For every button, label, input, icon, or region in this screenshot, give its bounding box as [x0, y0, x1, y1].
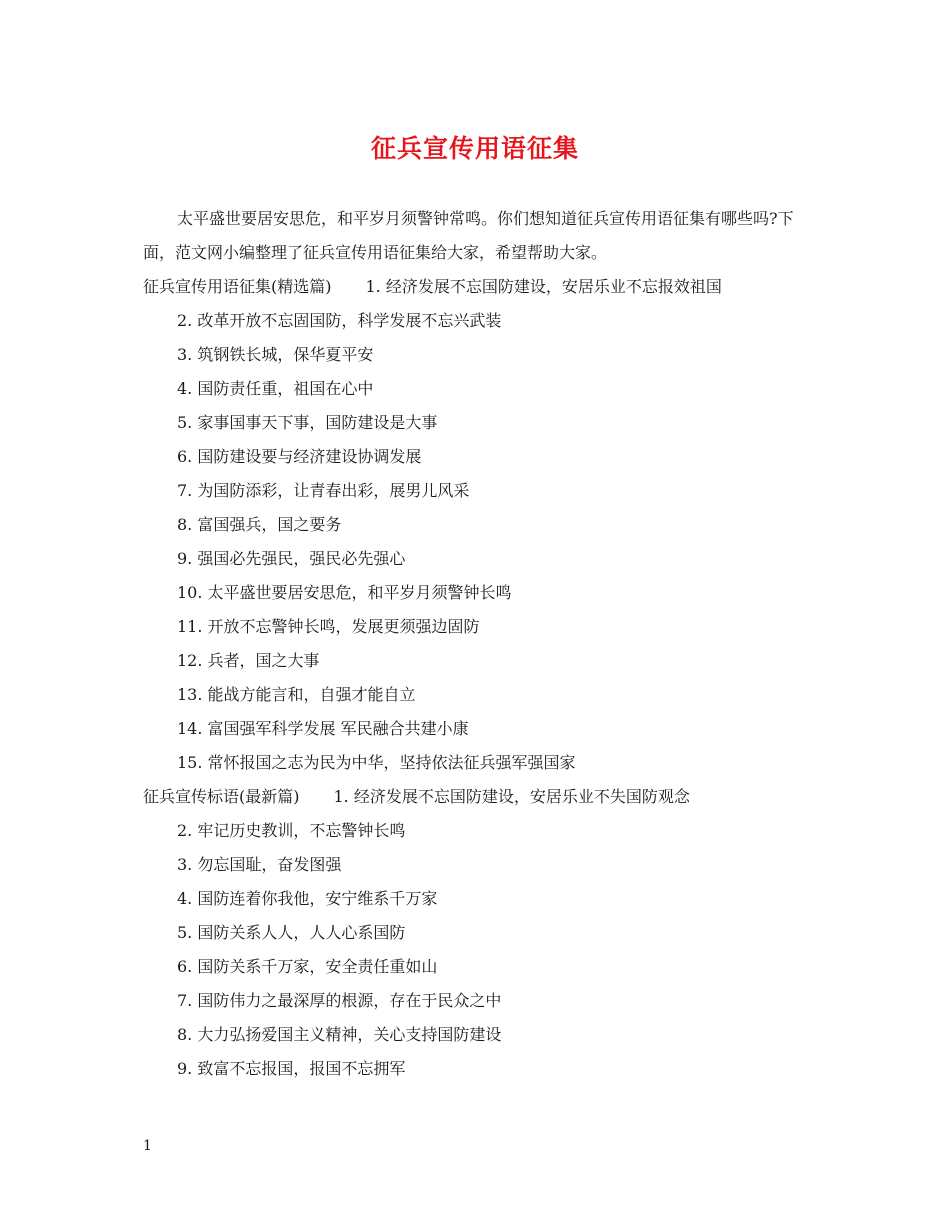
- list-item: 15. 常怀报国之志为民为中华，坚持依法征兵强军强国家: [177, 753, 576, 772]
- section2-heading: 征兵宣传标语(最新篇): [143, 787, 300, 806]
- list-item: 7. 国防伟力之最深厚的根源，存在于民众之中: [177, 991, 502, 1010]
- list-item: 6. 国防建设要与经济建设协调发展: [177, 447, 422, 466]
- list-item: 8. 大力弘扬爱国主义精神，关心支持国防建设: [177, 1025, 502, 1044]
- list-item: 3. 勿忘国耻，奋发图强: [177, 855, 342, 874]
- intro-paragraph: 太平盛世要居安思危，和平岁月须警钟常鸣。你们想知道征兵宣传用语征集有哪些吗?下面，范文网小编整理了征兵宣传用语征集给大家，希望帮助大家。: [143, 209, 794, 262]
- list-item: 14. 富国强军科学发展 军民融合共建小康: [177, 719, 469, 738]
- list-item: 9. 强国必先强民，强民必先强心: [177, 549, 406, 568]
- section2-first-item: 1. 经济发展不忘国防建设，安居乐业不失国防观念: [333, 787, 690, 806]
- section2-heading-line: [143, 780, 823, 814]
- list-item: 5. 国防关系人人，人人心系国防: [177, 923, 406, 942]
- list-item: 2. 改革开放不忘固国防，科学发展不忘兴武装: [177, 311, 502, 330]
- page-title: 征兵宣传用语征集: [370, 134, 579, 163]
- list-item: 11. 开放不忘警钟长鸣，发展更须强边固防: [177, 617, 480, 636]
- section1-first-item: 1. 经济发展不忘国防建设，安居乐业不忘报效祖国: [365, 277, 722, 296]
- list-item: 10. 太平盛世要居安思危，和平岁月须警钟长鸣: [177, 583, 512, 602]
- list-item: 2. 牢记历史教训，不忘警钟长鸣: [177, 821, 406, 840]
- list-item: 9. 致富不忘报国，报国不忘拥军: [177, 1059, 406, 1078]
- list-item: 8. 富国强兵，国之要务: [177, 515, 342, 534]
- list-item: 4. 国防连着你我他，安宁维系千万家: [177, 889, 438, 908]
- page-number: 1: [143, 1138, 152, 1154]
- list-item: 7. 为国防添彩，让青春出彩，展男儿风采: [177, 481, 470, 500]
- list-item: 3. 筑钢铁长城，保华夏平安: [177, 345, 374, 364]
- list-item: 13. 能战方能言和，自强才能自立: [177, 685, 416, 704]
- list-item: 5. 家事国事天下事，国防建设是大事: [177, 413, 438, 432]
- document-body: [143, 202, 823, 1086]
- list-item: 12. 兵者，国之大事: [177, 651, 320, 670]
- section1-heading-line: [143, 270, 823, 304]
- list-item: 6. 国防关系千万家，安全责任重如山: [177, 957, 438, 976]
- list-item: 4. 国防责任重，祖国在心中: [177, 379, 374, 398]
- section1-heading: 征兵宣传用语征集(精选篇): [143, 277, 332, 296]
